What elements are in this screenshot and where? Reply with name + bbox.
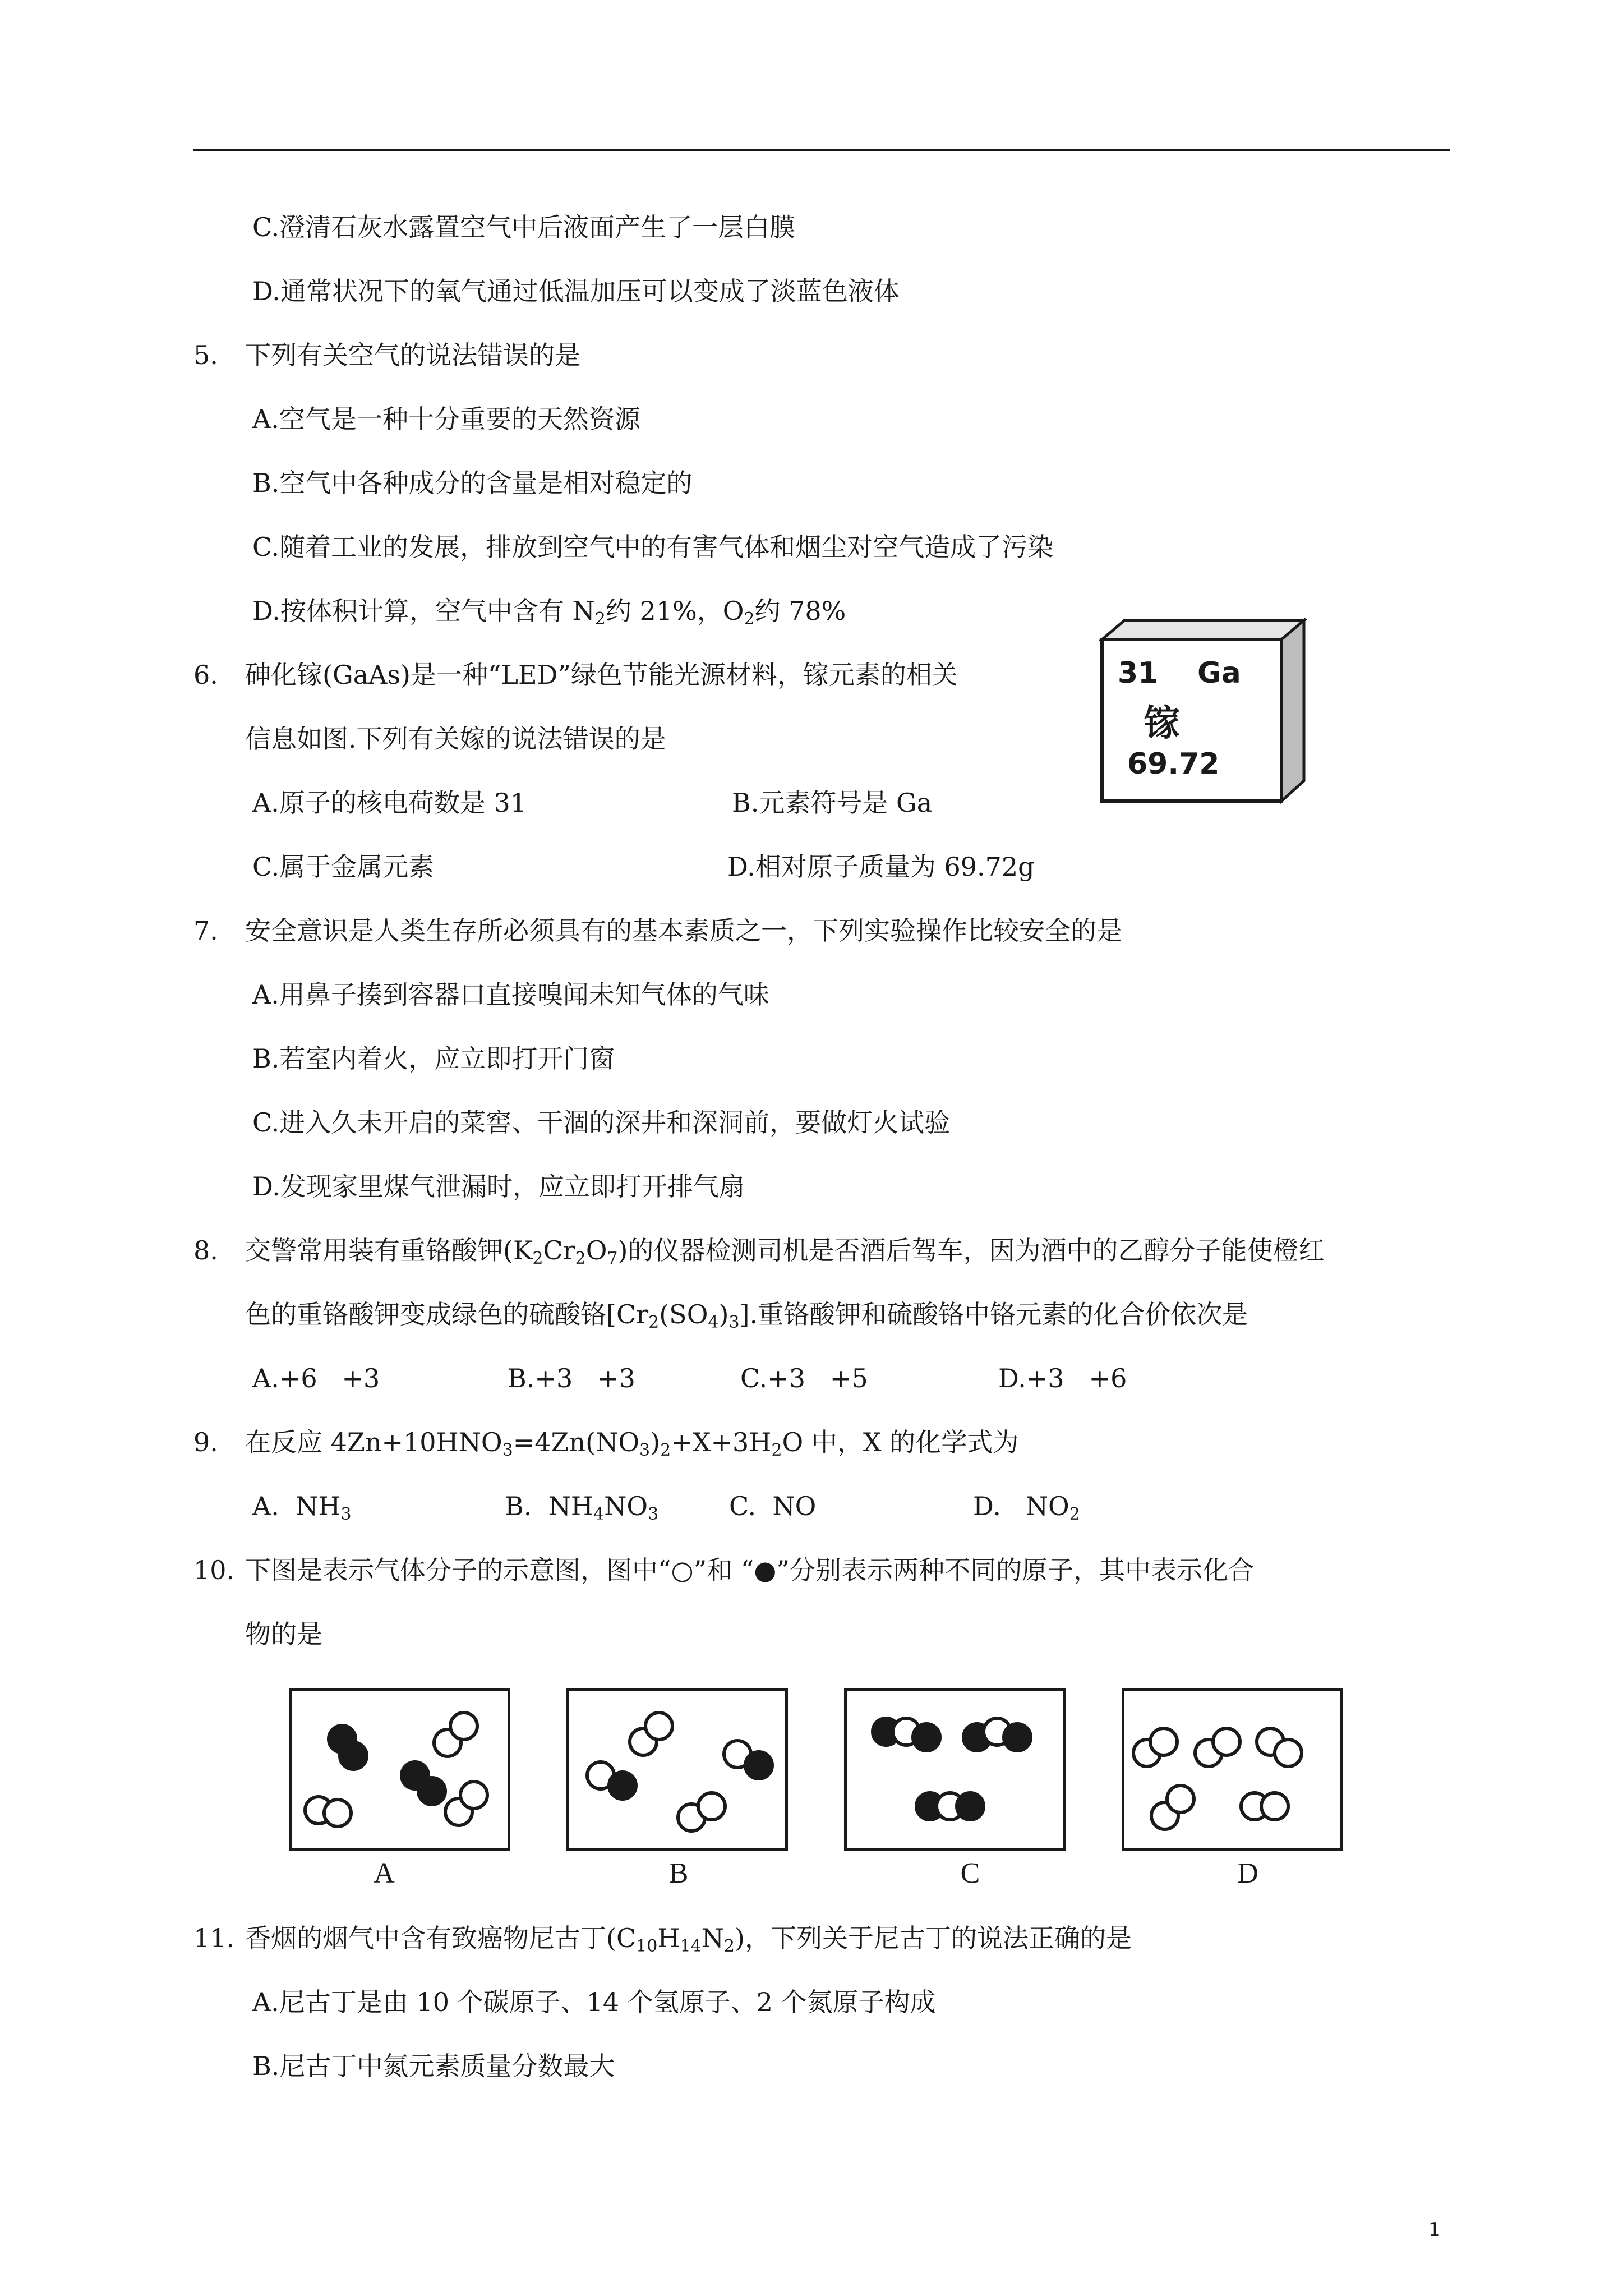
q7-option-c: C.进入久未开启的菜窖、干涸的深井和深洞前，要做灯火试验 — [252, 1107, 951, 1138]
element-name: 镓 — [1144, 703, 1180, 744]
q8-option-a: A.+6 +3 — [252, 1363, 380, 1393]
q7-option-d: D.发现家里煤气泄漏时，应立即打开排气扇 — [252, 1171, 745, 1202]
q9-option-c: C. NO — [729, 1491, 817, 1521]
q9-option-a: A. $NH_3$ — [252, 1491, 352, 1524]
q10-stem-line2: 物的是 — [245, 1619, 322, 1649]
q6-option-a: A.原子的核电荷数是 31 — [252, 788, 527, 818]
q8-stem-line1: 交警常用装有重铬酸钾$(K_2Cr_2O_7)$的仪器检测司机是否酒后驾车，因为酒中的乙醇分子能使橙红 — [245, 1235, 1325, 1268]
q5-option-d: D.按体积计算，空气中含有 $N_2$约 21%，$O_2$约 78% — [252, 596, 846, 629]
page-number: 1 — [1428, 2219, 1441, 2241]
q7-option-a: A.用鼻子揍到容器口直接嗅闻未知气体的气味 — [252, 979, 769, 1010]
element-atomic-mass: 69.72 — [1127, 747, 1220, 781]
q6-stem-line1: 砷化镓(GaAs)是一种“LED”绿色节能光源材料，镓元素的相关 — [245, 660, 958, 690]
q5-number: 5. — [193, 340, 218, 370]
q6-option-b: B.元素符号是 Ga — [732, 788, 933, 818]
q11-option-b: B.尼古丁中氮元素质量分数最大 — [252, 2051, 615, 2081]
molecule-label-d: D — [1237, 1857, 1258, 1889]
q6-option-d: D.相对原子质量为 69.72g — [727, 852, 1035, 882]
q8-option-b: B.+3 +3 — [508, 1363, 635, 1393]
q4-option-c: C.澄清石灰水露置空气中后液面产生了一层白膜 — [252, 212, 796, 242]
q6-stem-line2: 信息如图.下列有关嫁的说法错误的是 — [245, 724, 666, 754]
molecule-diagram-a — [292, 1691, 508, 1848]
q5-option-c: C.随着工业的发展，排放到空气中的有害气体和烟尘对空气造成了污染 — [252, 532, 1054, 562]
molecule-box-a — [289, 1688, 510, 1851]
molecule-diagram-c — [847, 1691, 1063, 1848]
molecule-box-b — [566, 1688, 788, 1851]
element-symbol: Ga — [1197, 656, 1241, 690]
q9-number: 9. — [193, 1427, 218, 1457]
q8-stem-line2: 色的重铬酸钾变成绿色的硫酸铬$[Cr_2(SO_4)_3]$.重铬酸钾和硫酸铬中铬元素的化合价依次是 — [245, 1299, 1248, 1332]
q5-option-a: A.空气是一种十分重要的天然资源 — [252, 404, 640, 434]
q10-number: 10. — [193, 1555, 235, 1585]
q7-number: 7. — [193, 915, 218, 946]
q5-option-b: B.空气中各种成分的含量是相对稳定的 — [252, 468, 693, 498]
q8-number: 8. — [193, 1235, 218, 1266]
molecule-label-b: B — [668, 1857, 689, 1889]
q10-stem-line1: 下图是表示气体分子的示意图，图中“○”和 “●”分别表示两种不同的原子，其中表示化合 — [245, 1555, 1254, 1585]
molecule-box-c — [844, 1688, 1066, 1851]
molecule-box-d — [1122, 1688, 1343, 1851]
molecule-diagram-b — [569, 1691, 785, 1848]
molecule-label-c: C — [960, 1857, 980, 1889]
q4-option-d: D.通常状况下的氧气通过低温加压可以变成了淡蓝色液体 — [252, 276, 900, 306]
q9-option-d: D. $NO_2$ — [973, 1491, 1080, 1524]
q8-option-d: D.+3 +6 — [998, 1363, 1127, 1393]
element-atomic-number: 31 — [1118, 656, 1159, 690]
element-tile-gallium — [1099, 617, 1307, 805]
header-rule — [193, 149, 1450, 151]
q8-option-c: C.+3 +5 — [740, 1363, 868, 1393]
q11-stem: 香烟的烟气中含有致癌物尼古丁$(C_{10}H_{14}N_2)$，下列关于尼古丁的说法正确的是 — [245, 1923, 1132, 1956]
q6-option-c: C.属于金属元素 — [252, 852, 435, 882]
q11-option-a: A.尼古丁是由 10 个碳原子、14 个氢原子、2 个氮原子构成 — [252, 1987, 936, 2017]
q9-stem: 在反应 $4Zn+10HNO_3=4Zn(NO_3)_2+X+3H_2O$ 中，X 的化学式为 — [245, 1427, 1019, 1460]
q11-number: 11. — [193, 1923, 235, 1953]
q7-option-b: B.若室内着火，应立即打开门窗 — [252, 1043, 615, 1074]
molecule-label-a: A — [374, 1857, 395, 1889]
q9-option-b: B. $NH_4NO_3$ — [505, 1491, 659, 1524]
q5-stem: 下列有关空气的说法错误的是 — [245, 340, 580, 370]
molecule-diagram-d — [1124, 1691, 1340, 1848]
q6-number: 6. — [193, 660, 218, 690]
q7-stem: 安全意识是人类生存所必须具有的基本素质之一，下列实验操作比较安全的是 — [245, 915, 1122, 946]
